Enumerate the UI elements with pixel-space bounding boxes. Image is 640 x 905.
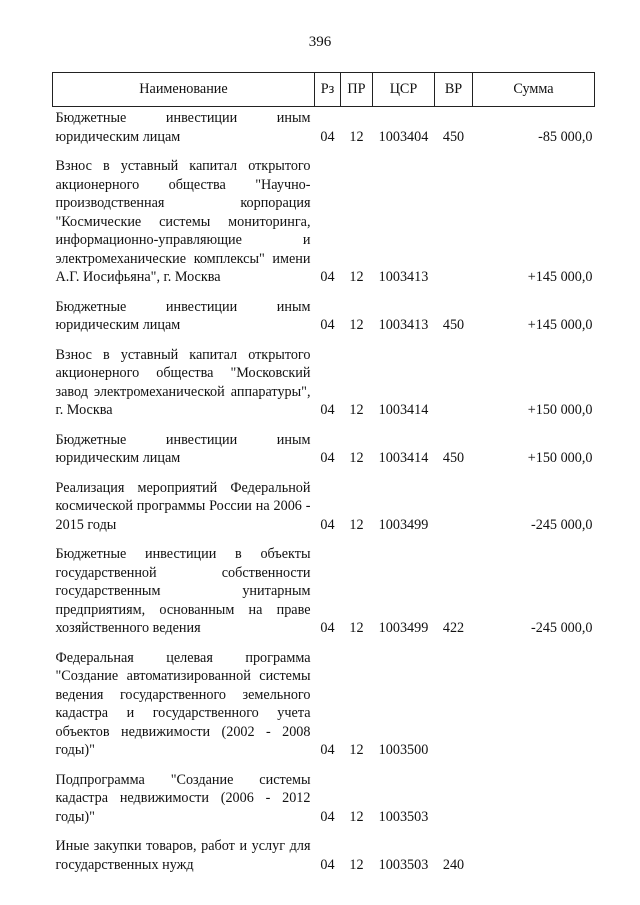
cell-sum: -85 000,0 [538,128,593,145]
table-row [53,157,595,298]
cell-csr: 1003499 [378,516,429,533]
cell-name: Подпрограмма "Создание системы кадастра недвижимости (2006 - 2012 годы)" [55,771,311,825]
table-row [53,545,595,649]
cell-pr: 12 [349,317,364,333]
cell-vr [435,649,473,771]
cell-csr: 1003404 [378,128,429,145]
cell-pr: 12 [349,450,364,466]
budget-table [52,72,595,874]
cell-rz: 04 [320,808,335,825]
cell-rz: 04 [320,402,335,418]
header-vr: ВР [435,73,473,107]
cell-name: Реализация мероприятий Федеральной космической программы России на 2006 - 2015 годы [55,479,311,533]
cell-name: Бюджетные инвестиции в объекты государственной собственности государственным унитарным предприятиям, основанным на праве хозяйственного ведения [55,546,311,636]
cell-pr: 12 [349,620,364,636]
cell-vr [435,771,473,838]
table-row [53,346,595,431]
cell-rz: 04 [320,317,335,333]
cell-vr [435,479,473,546]
cell-vr [435,346,473,431]
cell-sum: +145 000,0 [527,269,593,285]
cell-csr: 1003500 [378,742,429,758]
cell-rz: 04 [320,856,335,873]
header-sum: Сумма [473,73,595,107]
table-row [53,837,595,874]
table-header [53,73,595,107]
page-number: 396 [308,34,332,50]
cell-sum [473,771,595,838]
cell-sum: +150 000,0 [527,402,593,418]
table-row [53,431,595,479]
cell-vr: 422 [442,620,465,636]
cell-pr: 12 [349,742,364,758]
cell-csr: 1003414 [378,450,429,466]
cell-rz: 04 [320,620,335,636]
cell-name: Взнос в уставный капитал открытого акционерного общества "Московский завод электромеханической аппаратуры", г. Москва [55,346,311,418]
cell-rz: 04 [320,742,335,758]
cell-pr: 12 [349,402,364,418]
cell-vr [435,157,473,298]
cell-vr: 240 [442,856,465,873]
cell-sum: +150 000,0 [527,450,593,466]
cell-sum: -245 000,0 [531,620,593,636]
cell-sum: +145 000,0 [527,317,593,333]
table-row [53,649,595,771]
cell-csr: 1003414 [378,402,429,418]
table-row [53,298,595,346]
cell-csr: 1003499 [378,620,429,636]
cell-sum [473,837,595,874]
table-row [53,771,595,838]
cell-csr: 1003503 [378,808,429,825]
cell-name: Бюджетные инвестиции иным юридическим лицам [55,298,311,333]
cell-pr: 12 [349,808,364,825]
table-row [53,107,595,158]
cell-rz: 04 [320,450,335,466]
cell-csr: 1003413 [378,269,429,285]
cell-sum: -245 000,0 [531,516,593,533]
cell-pr: 12 [349,516,364,533]
cell-pr: 12 [349,269,364,285]
header-rz: Рз [315,73,341,107]
cell-pr: 12 [349,128,364,145]
table-body [53,107,595,875]
header-pr: ПР [341,73,373,107]
cell-vr: 450 [442,128,465,145]
cell-rz: 04 [320,128,335,145]
cell-csr: 1003503 [378,856,429,873]
cell-vr: 450 [442,317,465,333]
header-name: Наименование [53,73,315,107]
cell-name: Иные закупки товаров, работ и услуг для государственных нужд [55,838,311,873]
header-csr: ЦСР [373,73,435,107]
cell-name: Федеральная целевая программа "Создание автоматизированной системы ведения государственного земельного кадастра и государственного учета объектов недвижимости (2002 - 2008 годы)" [55,649,311,758]
cell-pr: 12 [349,856,364,873]
cell-vr: 450 [442,450,465,466]
table-row [53,479,595,546]
cell-csr: 1003413 [378,317,429,333]
cell-sum [473,649,595,771]
cell-name: Взнос в уставный капитал открытого акционерного общества "Научно-производственная корпорация "Космические системы мониторинга, информационно-управляющие и электромеханические комплексы" имени А.Г. Иосифьяна", г. Москва [55,158,311,285]
cell-rz: 04 [320,269,335,285]
cell-name: Бюджетные инвестиции иным юридическим лицам [55,431,311,466]
cell-rz: 04 [320,516,335,533]
cell-name: Бюджетные инвестиции иным юридическим лицам [55,110,311,145]
